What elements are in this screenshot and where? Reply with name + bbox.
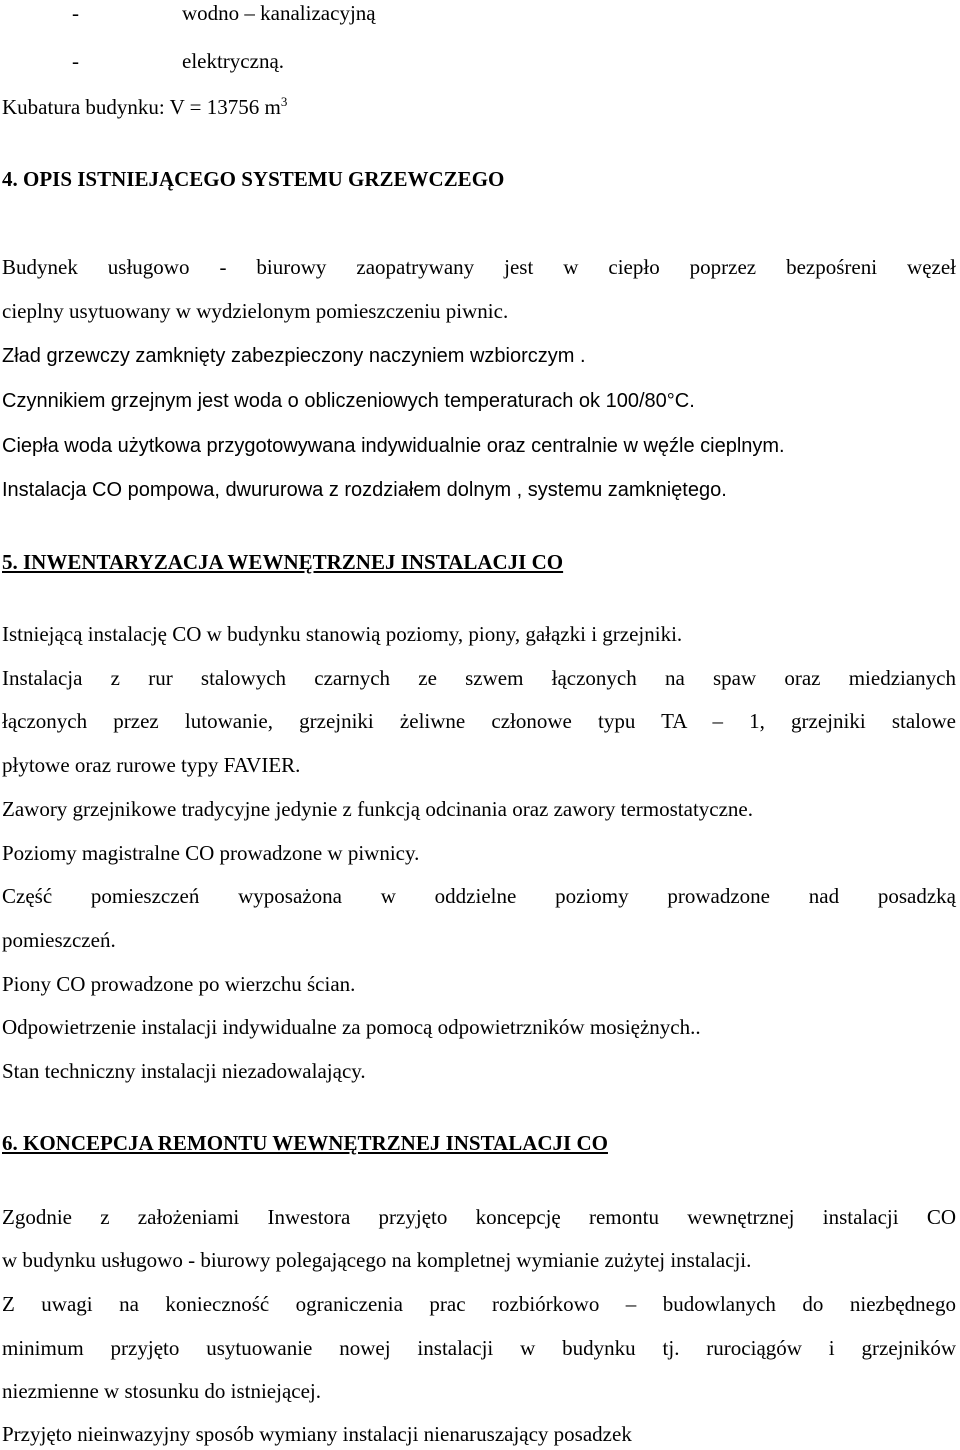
section-4-title: 4. OPIS ISTNIEJĄCEGO SYSTEMU GRZEWCZEGO [2, 167, 505, 191]
section-5-title: 5. INWENTARYZACJA WEWNĘTRZNEJ INSTALACJI CO [2, 550, 564, 574]
section-5-line: pomieszczeń. [2, 928, 116, 952]
section-5-line: Piony CO prowadzone po wierzchu ścian. [2, 972, 356, 996]
section-4-line: cieplny usytuowany w wydzielonym pomieszczeniu piwnic. [2, 299, 509, 323]
section-5-line: płytowe oraz rurowe typy FAVIER. [2, 753, 301, 777]
section-5-line: Poziomy magistralne CO prowadzone w piwnicy. [2, 841, 420, 865]
kubatura-line [2, 94, 287, 120]
section-5-line: Istniejącą instalację CO w budynku stanowią poziomy, piony, gałązki i grzejniki. [2, 622, 683, 646]
kubatura-exponent: 3 [280, 94, 288, 109]
list-bullet: - [72, 1, 79, 25]
section-6-line: Przyjęto nieinwazyjny sposób wymiany instalacji nienaruszający posadzek [2, 1422, 632, 1446]
section-5-line: Część pomieszczeń wyposażona w oddzielne poziomy prowadzone nad posadzką [2, 884, 956, 908]
section-4-line: Ciepła woda użytkowa przygotowywana indywidualnie oraz centralnie w węźle cieplnym. [2, 435, 785, 457]
list-item-text: elektryczną. [182, 49, 285, 73]
list-item [72, 0, 376, 26]
section-6-line: Z uwagi na konieczność ograniczenia prac rozbiórkowo – budowlanych do niezbędnego [2, 1292, 956, 1316]
section-6-line: Zgodnie z założeniami Inwestora przyjęto koncepcję remontu wewnętrznej instalacji CO [2, 1205, 956, 1229]
section-6-line: niezmienne w stosunku do istniejącej. [2, 1379, 322, 1403]
section-5-line: Instalacja z rur stalowych czarnych ze szwem łączonych na spaw oraz miedzianych [2, 666, 956, 690]
section-4-line: Zład grzewczy zamknięty zabezpieczony naczyniem wzbiorczym . [2, 345, 586, 367]
section-6-line: w budynku usługowo - biurowy polegającego na kompletnej wymianie zużytej instalacji. [2, 1248, 752, 1272]
kubatura-text: Kubatura budynku: V = 13756 m [2, 95, 281, 119]
section-4-line: Instalacja CO pompowa, dwururowa z rozdziałem dolnym , systemu zamkniętego. [2, 479, 727, 501]
list-item [72, 48, 284, 74]
section-5-line: Stan techniczny instalacji niezadowalający. [2, 1059, 366, 1083]
section-4-line: Budynek usługowo - biurowy zaopatrywany jest w ciepło poprzez bezpośreni węzeł [2, 255, 956, 279]
list-item-text: wodno – kanalizacyjną [182, 1, 376, 25]
section-5-line: Zawory grzejnikowe tradycyjne jedynie z funkcją odcinania oraz zawory termostatyczne. [2, 797, 753, 821]
section-5-line: Odpowietrzenie instalacji indywidualne za pomocą odpowietrzników mosiężnych.. [2, 1015, 701, 1039]
section-6-title: 6. KONCEPCJA REMONTU WEWNĘTRZNEJ INSTALACJI CO [2, 1131, 608, 1155]
section-4-line: Czynnikiem grzejnym jest woda o obliczeniowych temperaturach ok 100/80°C. [2, 390, 695, 412]
section-5-line: łączonych przez lutowanie, grzejniki żeliwne członowe typu TA – 1, grzejniki stalowe [2, 709, 956, 733]
list-bullet: - [72, 49, 79, 73]
section-6-line: minimum przyjęto usytuowanie nowej instalacji w budynku tj. rurociągów i grzejników [2, 1336, 956, 1360]
